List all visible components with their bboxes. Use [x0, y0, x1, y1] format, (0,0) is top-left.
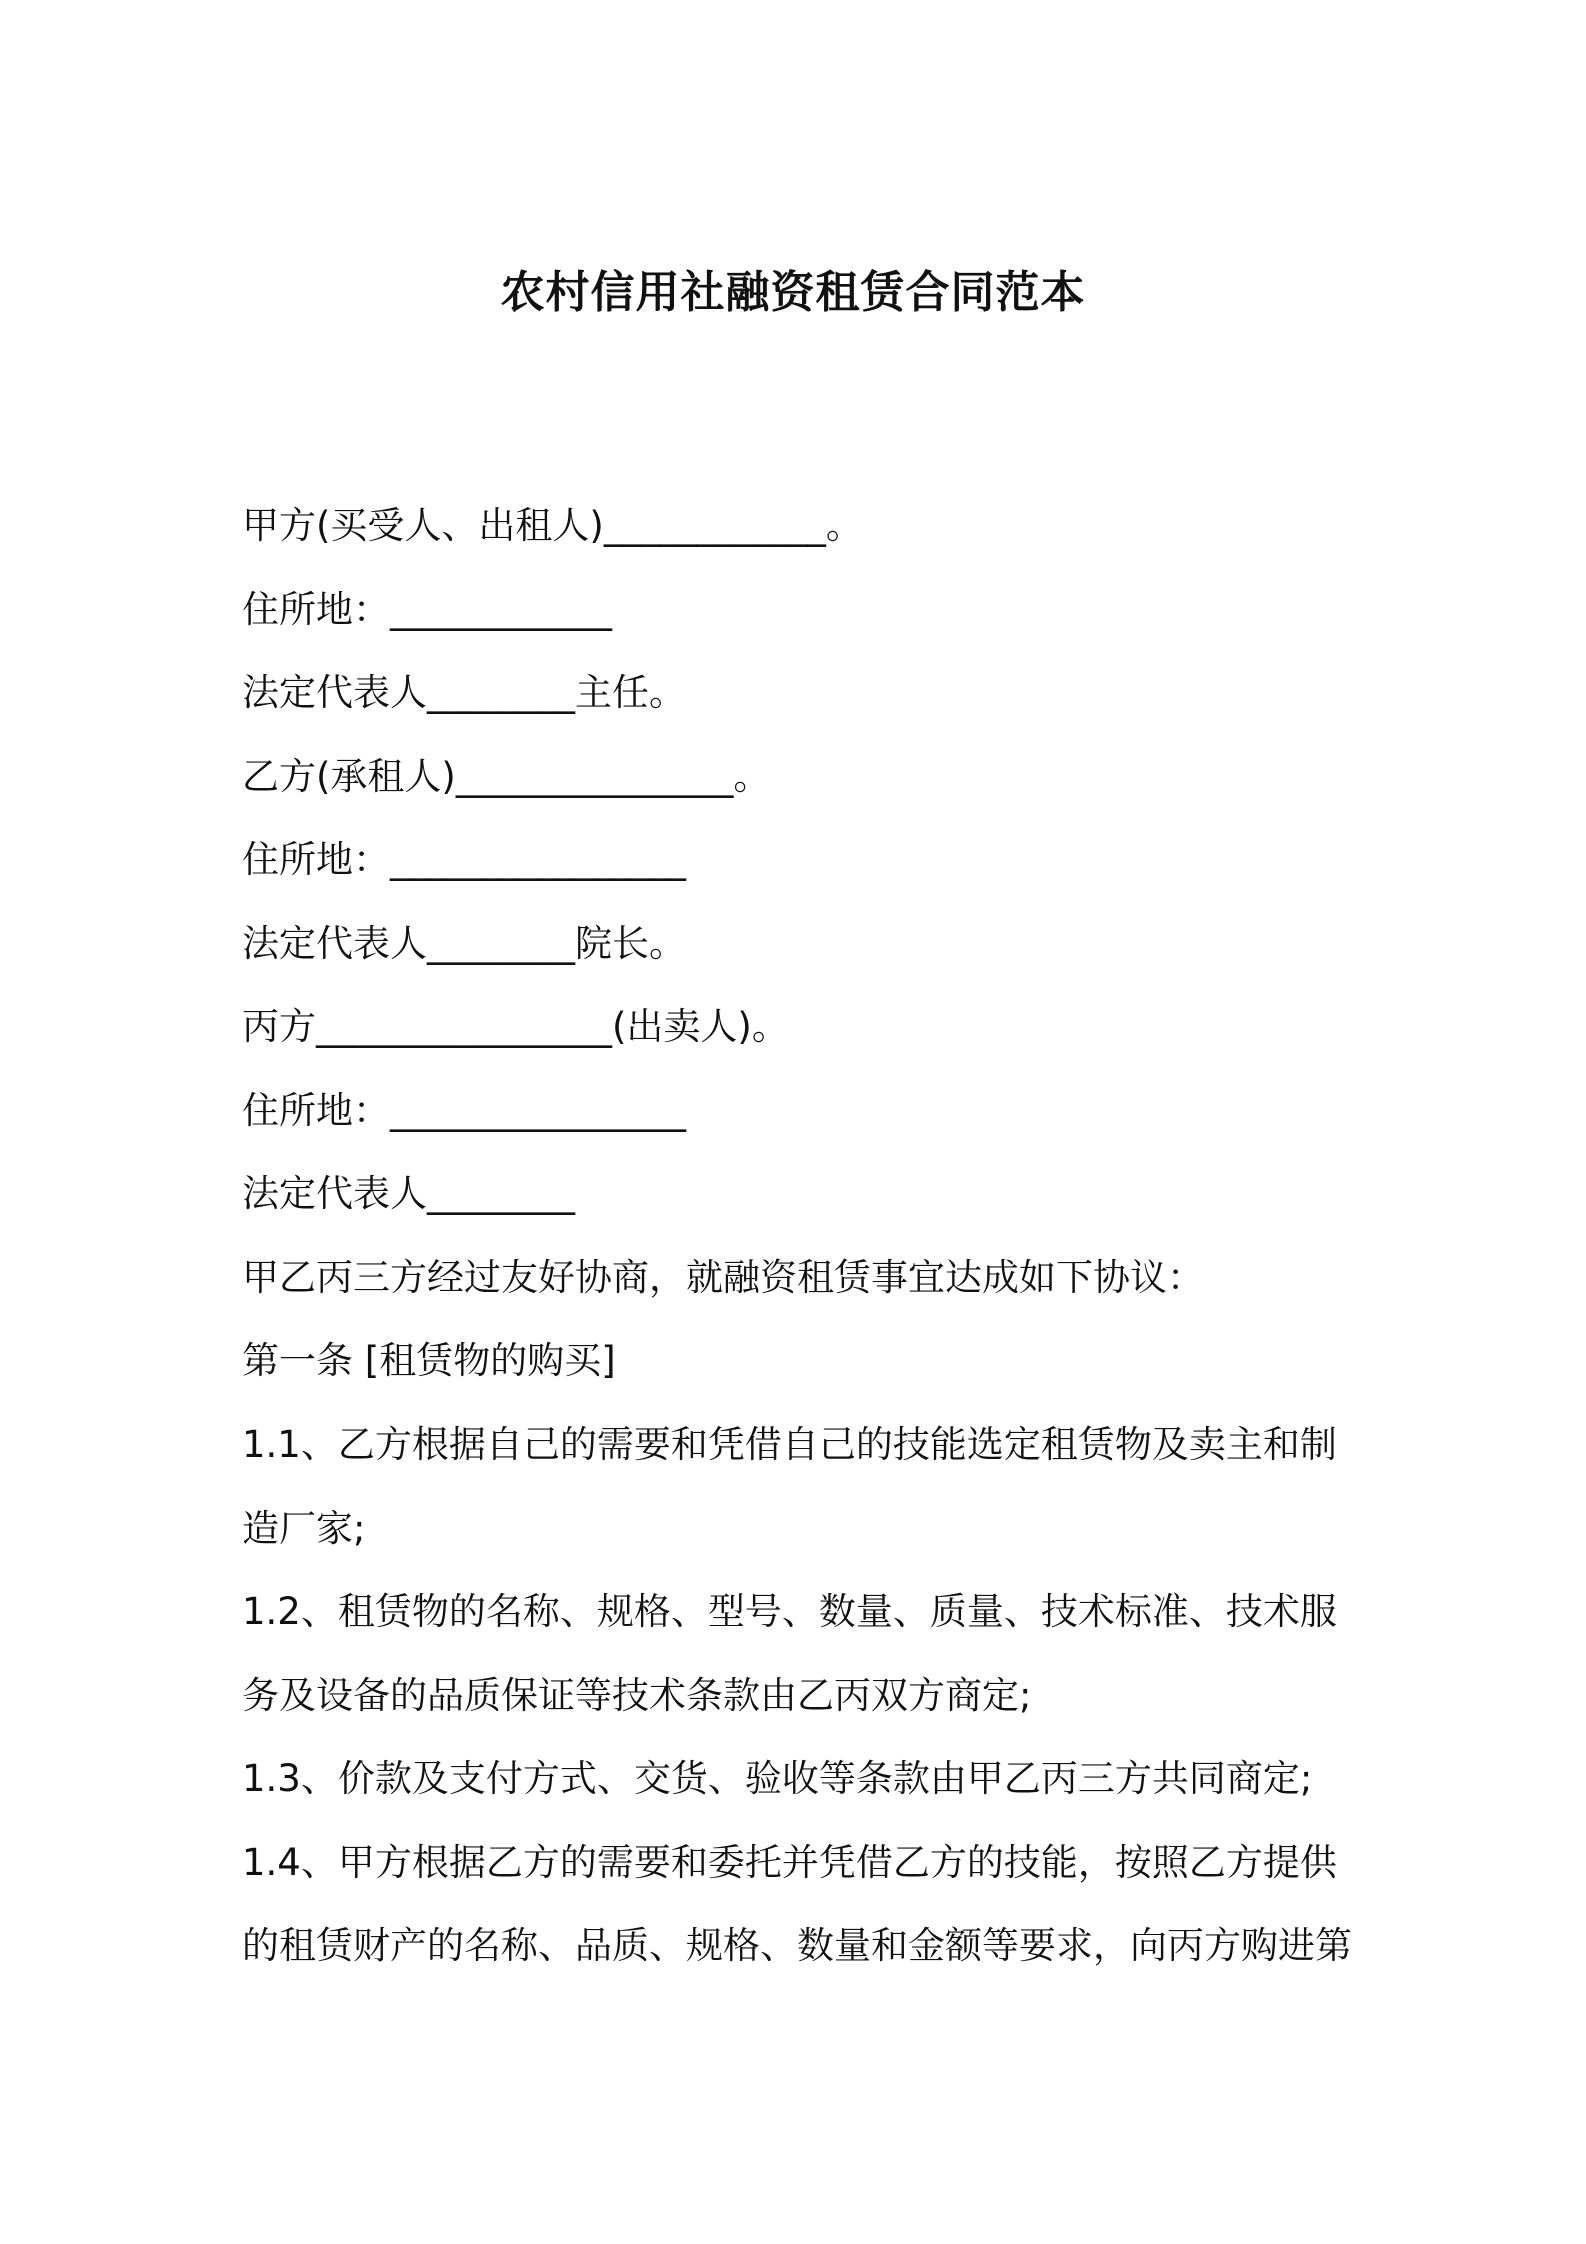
party-b-address-line: 住所地：________________ — [242, 838, 686, 881]
party-a-representative-line: 法定代表人________主任。 — [242, 671, 686, 714]
clause-1-1-line-2: 造厂家; — [242, 1507, 366, 1550]
clause-1-2-line-1: 1.2、租赁物的名称、规格、型号、数量、质量、技术标准、技术服 — [242, 1590, 1337, 1633]
party-c-address-line: 住所地：________________ — [242, 1089, 686, 1132]
party-c-line: 丙方________________(出卖人)。 — [242, 1005, 789, 1048]
party-a-line: 甲方(买受人、出租人)____________。 — [242, 504, 863, 547]
clause-1-2-line-2: 务及设备的品质保证等技术条款由乙丙双方商定; — [242, 1674, 1032, 1717]
party-a-address-line: 住所地：____________ — [242, 588, 612, 631]
clause-1-4-line-1: 1.4、甲方根据乙方的需要和委托并凭借乙方的技能，按照乙方提供 — [242, 1841, 1337, 1884]
party-b-line: 乙方(承租人)_______________。 — [242, 755, 771, 798]
clause-1-3-line: 1.3、价款及支付方式、交货、验收等条款由甲乙丙三方共同商定; — [242, 1757, 1313, 1800]
clause-1-4-line-2: 的租赁财产的名称、品质、规格、数量和金额等要求，向丙方购进第 — [242, 1924, 1352, 1967]
clause-1-1-line-1: 1.1、乙方根据自己的需要和凭借自己的技能选定租赁物及卖主和制 — [242, 1423, 1337, 1466]
document-title: 农村信用社融资租赁合同范本 — [500, 267, 1086, 318]
party-b-representative-line: 法定代表人________院长。 — [242, 922, 686, 965]
party-c-representative-line: 法定代表人________ — [242, 1172, 575, 1215]
article-one-heading: 第一条 [租赁物的购买] — [242, 1339, 616, 1382]
agreement-intro-line: 甲乙丙三方经过友好协商，就融资租赁事宜达成如下协议： — [242, 1256, 1204, 1299]
